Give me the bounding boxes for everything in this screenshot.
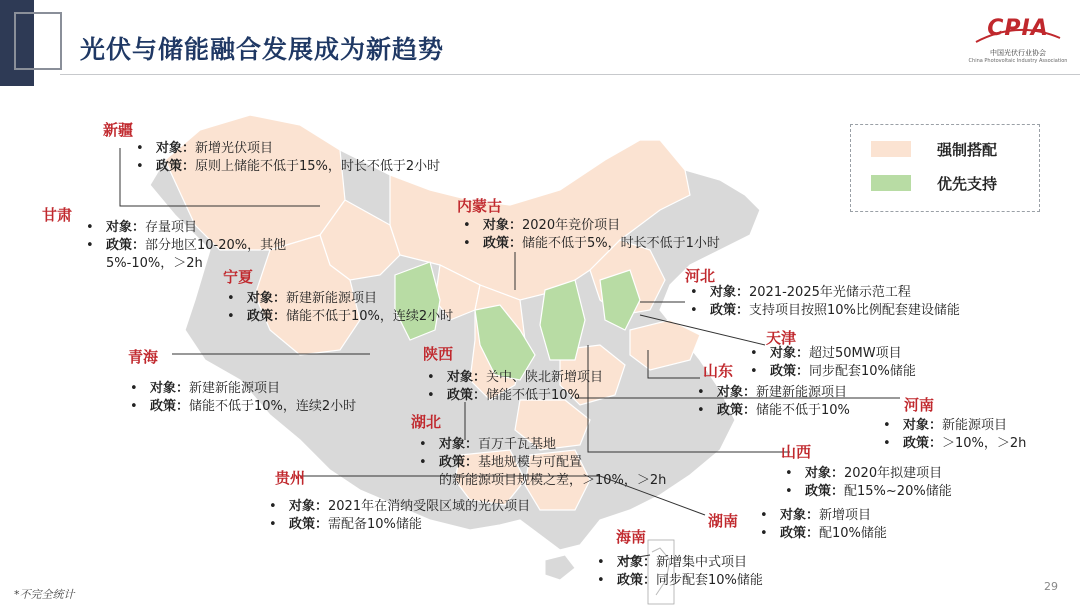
region-name-shaanxi: 陕西 <box>423 345 454 363</box>
region-info-guizhou: • 对象：2021年在消纳受限区域的光伏项目 • 政策：需配备10%储能 <box>269 499 531 532</box>
region-name-shandong: 山东 <box>703 362 734 380</box>
region-name-ningxia: 宁夏 <box>223 268 254 286</box>
legend-swatch-mandatory <box>871 141 911 157</box>
region-info-shaanxi: • 对象：关中、陕北新增项目 • 政策：储能不低于10% <box>427 370 604 403</box>
region-name-shanxi: 山西 <box>781 443 812 461</box>
region-info-gansu: • 对象：存量项目 • 政策：部分地区10-20%，其他 5%-10%，＞2h <box>86 220 287 271</box>
shanxi-region <box>540 280 585 360</box>
region-info-neimenggu: • 对象：2020年竞价项目 • 政策：储能不低于5%，时长不低于1小时 <box>463 218 720 251</box>
region-name-xinjiang: 新疆 <box>103 121 134 139</box>
footnote: *不完全统计 <box>14 588 75 601</box>
logo-text: CPIA <box>987 16 1049 41</box>
region-info-henan: • 对象：新能源项目 • 政策：＞10%，＞2h <box>883 418 1027 451</box>
region-name-tianjin: 天津 <box>766 329 797 347</box>
region-name-qinghai: 青海 <box>128 348 159 366</box>
logo-subtitle: 中国光伏行业协会 <box>990 49 1046 57</box>
region-name-guizhou: 贵州 <box>275 469 306 487</box>
region-info-hunan: • 对象：新增项目 • 政策：配10%储能 <box>760 508 887 541</box>
region-info-ningxia: • 对象：新建新能源项目 • 政策：储能不低于10%，连续2小时 <box>227 291 454 324</box>
page-title: 光伏与储能融合发展成为新趋势 <box>80 35 445 64</box>
region-name-hebei: 河北 <box>685 267 716 285</box>
region-info-tianjin: • 对象：超过50MW项目 • 政策：同步配套10%储能 <box>750 346 916 379</box>
region-info-xinjiang: • 对象：新增光伏项目 • 政策：原则上储能不低于15%，时长不低于2小时 <box>136 141 441 174</box>
region-name-hainan: 海南 <box>616 528 647 546</box>
region-info-shandong: • 对象：新建新能源项目 • 政策：储能不低于10% <box>697 385 850 418</box>
region-info-hubei: • 对象：百万千瓦基地 • 政策：基地规模与可配置 的新能源项目规模之差，＞10%，＞2h <box>419 437 667 488</box>
region-name-gansu: 甘肃 <box>42 206 73 224</box>
region-name-henan: 河南 <box>904 396 935 414</box>
region-name-neimenggu: 内蒙古 <box>457 197 503 215</box>
map-legend <box>850 124 1040 212</box>
legend-label-mandatory: 强制搭配 <box>937 141 998 159</box>
legend-swatch-priority <box>871 175 911 191</box>
region-info-hebei: • 对象：2021-2025年光储示范工程 • 政策：支持项目按照10%比例配套建设储能 <box>690 285 960 318</box>
region-info-shanxi: • 对象：2020年拟建项目 • 政策：配15%~20%储能 <box>785 466 952 499</box>
region-name-hubei: 湖北 <box>411 413 442 431</box>
legend-label-priority: 优先支持 <box>937 175 998 193</box>
page-number: 29 <box>1044 580 1058 593</box>
region-name-hunan: 湖南 <box>708 512 739 530</box>
hainan-island <box>545 555 575 580</box>
region-info-hainan: • 对象：新增集中式项目 • 政策：同步配套10%储能 <box>597 555 763 588</box>
region-info-qinghai: • 对象：新建新能源项目 • 政策：储能不低于10%，连续2小时 <box>130 381 357 414</box>
logo-subtitle-en: China Photovoltaic Industry Association <box>968 58 1068 64</box>
